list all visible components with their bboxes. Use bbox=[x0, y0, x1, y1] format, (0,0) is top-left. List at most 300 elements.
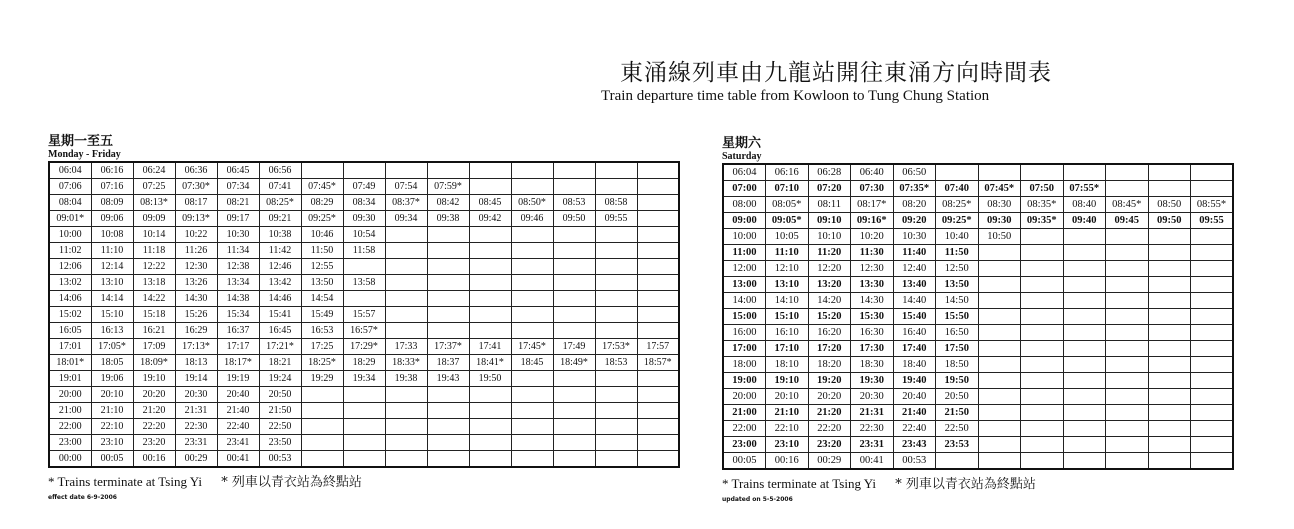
time-cell bbox=[469, 419, 511, 435]
table-row bbox=[723, 357, 1233, 373]
time-cell bbox=[978, 453, 1021, 470]
time-cell bbox=[978, 245, 1021, 261]
table-row bbox=[49, 403, 679, 419]
time-cell bbox=[595, 179, 637, 195]
time-cell: 17:25 bbox=[301, 339, 343, 355]
time-cell: 19:14 bbox=[175, 371, 217, 387]
time-cell: 20:30 bbox=[175, 387, 217, 403]
time-cell: 07:34 bbox=[217, 179, 259, 195]
time-cell bbox=[637, 387, 679, 403]
time-cell bbox=[301, 435, 343, 451]
time-cell: 06:24 bbox=[133, 162, 175, 179]
time-cell: 09:55 bbox=[1191, 213, 1234, 229]
time-cell: 14:30 bbox=[851, 293, 894, 309]
time-cell bbox=[1148, 421, 1191, 437]
weekday-effect-date: effect date 6-9-2006 bbox=[48, 494, 117, 501]
time-cell: 22:00 bbox=[723, 421, 766, 437]
time-cell: 23:10 bbox=[91, 435, 133, 451]
time-cell: 09:30 bbox=[978, 213, 1021, 229]
time-cell: 07:06 bbox=[49, 179, 91, 195]
time-cell: 18:30 bbox=[851, 357, 894, 373]
time-cell bbox=[469, 307, 511, 323]
time-cell: 09:00 bbox=[723, 213, 766, 229]
page-title-zh: 東涌線列車由九龍站開往東涌方向時間表 bbox=[620, 60, 1052, 86]
time-cell: 17:57 bbox=[637, 339, 679, 355]
weekday-footnote-en: * Trains terminate at Tsing Yi bbox=[48, 474, 203, 489]
time-cell: 15:30 bbox=[851, 309, 894, 325]
time-cell: 14:54 bbox=[301, 291, 343, 307]
time-cell: 23:31 bbox=[175, 435, 217, 451]
time-cell: 17:30 bbox=[851, 341, 894, 357]
time-cell bbox=[637, 403, 679, 419]
weekday-panel bbox=[48, 134, 680, 501]
time-cell bbox=[1021, 229, 1064, 245]
time-cell bbox=[1106, 341, 1149, 357]
time-cell: 18:49* bbox=[553, 355, 595, 371]
time-cell bbox=[511, 227, 553, 243]
time-cell bbox=[637, 291, 679, 307]
time-cell: 10:05 bbox=[766, 229, 809, 245]
time-cell: 23:53 bbox=[936, 437, 979, 453]
time-cell bbox=[469, 275, 511, 291]
time-cell: 07:45* bbox=[301, 179, 343, 195]
saturday-footnote-en: * Trains terminate at Tsing Yi bbox=[722, 476, 877, 491]
time-cell: 23:10 bbox=[766, 437, 809, 453]
time-cell: 21:31 bbox=[851, 405, 894, 421]
time-cell: 09:09 bbox=[133, 211, 175, 227]
time-cell bbox=[1063, 325, 1106, 341]
time-cell: 09:10 bbox=[808, 213, 851, 229]
time-cell bbox=[1191, 421, 1234, 437]
time-cell: 22:20 bbox=[133, 419, 175, 435]
time-cell bbox=[1063, 277, 1106, 293]
time-cell: 00:16 bbox=[133, 451, 175, 468]
time-cell bbox=[1148, 325, 1191, 341]
table-row bbox=[723, 181, 1233, 197]
time-cell: 11:34 bbox=[217, 243, 259, 259]
time-cell: 16:10 bbox=[766, 325, 809, 341]
time-cell: 09:35* bbox=[1021, 213, 1064, 229]
time-cell: 12:00 bbox=[723, 261, 766, 277]
table-row bbox=[723, 405, 1233, 421]
table-row bbox=[723, 453, 1233, 470]
time-cell: 20:50 bbox=[936, 389, 979, 405]
table-row bbox=[723, 261, 1233, 277]
time-cell: 06:16 bbox=[766, 164, 809, 181]
time-cell: 14:20 bbox=[808, 293, 851, 309]
time-cell: 11:50 bbox=[936, 245, 979, 261]
time-cell: 06:45 bbox=[217, 162, 259, 179]
time-cell bbox=[469, 179, 511, 195]
time-cell: 08:45 bbox=[469, 195, 511, 211]
time-cell: 09:25* bbox=[936, 213, 979, 229]
time-cell: 10:30 bbox=[893, 229, 936, 245]
time-cell: 23:41 bbox=[217, 435, 259, 451]
time-cell: 17:33 bbox=[385, 339, 427, 355]
time-cell: 08:13* bbox=[133, 195, 175, 211]
table-row bbox=[49, 291, 679, 307]
time-cell: 12:10 bbox=[766, 261, 809, 277]
time-cell: 10:30 bbox=[217, 227, 259, 243]
time-cell bbox=[1148, 373, 1191, 389]
time-cell: 19:00 bbox=[723, 373, 766, 389]
time-cell: 07:35* bbox=[893, 181, 936, 197]
time-cell: 16:40 bbox=[893, 325, 936, 341]
time-cell: 14:46 bbox=[259, 291, 301, 307]
time-cell bbox=[553, 275, 595, 291]
time-cell bbox=[511, 179, 553, 195]
time-cell bbox=[1106, 309, 1149, 325]
time-cell: 13:20 bbox=[808, 277, 851, 293]
time-cell bbox=[1191, 373, 1234, 389]
saturday-footnote bbox=[722, 473, 1234, 492]
time-cell: 23:00 bbox=[723, 437, 766, 453]
time-cell bbox=[511, 307, 553, 323]
time-cell bbox=[1191, 181, 1234, 197]
time-cell: 17:50 bbox=[936, 341, 979, 357]
time-cell bbox=[978, 277, 1021, 293]
time-cell bbox=[1148, 453, 1191, 470]
table-row bbox=[723, 421, 1233, 437]
time-cell bbox=[511, 403, 553, 419]
time-cell: 07:10 bbox=[766, 181, 809, 197]
table-row bbox=[49, 355, 679, 371]
time-cell: 00:29 bbox=[808, 453, 851, 470]
time-cell bbox=[595, 371, 637, 387]
time-cell bbox=[1106, 181, 1149, 197]
time-cell: 08:05* bbox=[766, 197, 809, 213]
time-cell: 16:30 bbox=[851, 325, 894, 341]
time-cell: 11:58 bbox=[343, 243, 385, 259]
time-cell: 22:30 bbox=[175, 419, 217, 435]
time-cell: 12:14 bbox=[91, 259, 133, 275]
time-cell: 19:30 bbox=[851, 373, 894, 389]
time-cell: 17:17 bbox=[217, 339, 259, 355]
time-cell: 08:40 bbox=[1063, 197, 1106, 213]
time-cell: 18:45 bbox=[511, 355, 553, 371]
time-cell: 13:40 bbox=[893, 277, 936, 293]
time-cell: 16:50 bbox=[936, 325, 979, 341]
time-cell: 19:50 bbox=[469, 371, 511, 387]
time-cell bbox=[385, 403, 427, 419]
time-cell bbox=[1148, 405, 1191, 421]
time-cell bbox=[1021, 389, 1064, 405]
time-cell: 17:37* bbox=[427, 339, 469, 355]
time-cell bbox=[427, 435, 469, 451]
time-cell bbox=[637, 419, 679, 435]
table-row bbox=[723, 341, 1233, 357]
time-cell: 09:50 bbox=[1148, 213, 1191, 229]
time-cell bbox=[1063, 261, 1106, 277]
time-cell: 11:40 bbox=[893, 245, 936, 261]
time-cell bbox=[978, 325, 1021, 341]
time-cell bbox=[978, 341, 1021, 357]
time-cell: 20:20 bbox=[133, 387, 175, 403]
time-cell bbox=[343, 435, 385, 451]
time-cell: 12:30 bbox=[851, 261, 894, 277]
time-cell: 00:29 bbox=[175, 451, 217, 468]
time-cell bbox=[427, 259, 469, 275]
time-cell bbox=[385, 323, 427, 339]
saturday-effect-date: updated on 5-5-2006 bbox=[722, 496, 793, 503]
time-cell: 06:56 bbox=[259, 162, 301, 179]
time-cell bbox=[1148, 164, 1191, 181]
time-cell: 20:20 bbox=[808, 389, 851, 405]
time-cell bbox=[595, 275, 637, 291]
time-cell: 21:10 bbox=[91, 403, 133, 419]
time-cell: 10:38 bbox=[259, 227, 301, 243]
time-cell: 07:50 bbox=[1021, 181, 1064, 197]
time-cell bbox=[1063, 373, 1106, 389]
table-row bbox=[723, 164, 1233, 181]
time-cell: 07:59* bbox=[427, 179, 469, 195]
time-cell: 23:31 bbox=[851, 437, 894, 453]
time-cell: 15:34 bbox=[217, 307, 259, 323]
table-row bbox=[49, 243, 679, 259]
time-cell bbox=[427, 387, 469, 403]
time-cell bbox=[978, 389, 1021, 405]
time-cell bbox=[469, 227, 511, 243]
time-cell bbox=[1021, 164, 1064, 181]
time-cell bbox=[301, 387, 343, 403]
time-cell: 12:06 bbox=[49, 259, 91, 275]
time-cell bbox=[1106, 293, 1149, 309]
time-cell bbox=[595, 387, 637, 403]
time-cell: 08:45* bbox=[1106, 197, 1149, 213]
time-cell bbox=[595, 291, 637, 307]
time-cell: 10:10 bbox=[808, 229, 851, 245]
weekday-label-en: Monday - Friday bbox=[48, 149, 121, 160]
time-cell: 19:50 bbox=[936, 373, 979, 389]
time-cell: 07:30* bbox=[175, 179, 217, 195]
time-cell bbox=[595, 259, 637, 275]
time-cell bbox=[1191, 357, 1234, 373]
time-cell bbox=[978, 261, 1021, 277]
time-cell: 17:40 bbox=[893, 341, 936, 357]
time-cell bbox=[385, 435, 427, 451]
time-cell bbox=[1021, 293, 1064, 309]
time-cell: 15:57 bbox=[343, 307, 385, 323]
time-cell bbox=[1063, 357, 1106, 373]
time-cell: 10:14 bbox=[133, 227, 175, 243]
time-cell bbox=[553, 291, 595, 307]
time-cell: 18:21 bbox=[259, 355, 301, 371]
time-cell: 07:55* bbox=[1063, 181, 1106, 197]
time-cell bbox=[1191, 437, 1234, 453]
time-cell: 16:37 bbox=[217, 323, 259, 339]
time-cell bbox=[469, 387, 511, 403]
time-cell: 11:26 bbox=[175, 243, 217, 259]
time-cell bbox=[427, 403, 469, 419]
time-cell: 16:00 bbox=[723, 325, 766, 341]
time-cell: 10:08 bbox=[91, 227, 133, 243]
time-cell: 09:50 bbox=[553, 211, 595, 227]
time-cell: 23:20 bbox=[808, 437, 851, 453]
time-cell bbox=[469, 403, 511, 419]
time-cell bbox=[511, 275, 553, 291]
time-cell: 15:50 bbox=[936, 309, 979, 325]
time-cell bbox=[469, 451, 511, 468]
time-cell: 00:53 bbox=[893, 453, 936, 470]
time-cell: 06:04 bbox=[723, 164, 766, 181]
time-cell bbox=[978, 309, 1021, 325]
page-title-en: Train departure time table from Kowloon to Tung Chung Station bbox=[601, 88, 990, 104]
time-cell: 07:40 bbox=[936, 181, 979, 197]
time-cell: 21:40 bbox=[893, 405, 936, 421]
time-cell: 18:57* bbox=[637, 355, 679, 371]
time-cell: 08:20 bbox=[893, 197, 936, 213]
time-cell: 08:00 bbox=[723, 197, 766, 213]
time-cell bbox=[978, 373, 1021, 389]
time-cell bbox=[1106, 405, 1149, 421]
time-cell: 07:00 bbox=[723, 181, 766, 197]
table-row bbox=[49, 339, 679, 355]
saturday-footnote-zh: * 列車以青衣站為終點站 bbox=[895, 477, 1036, 492]
time-cell: 16:13 bbox=[91, 323, 133, 339]
table-row bbox=[49, 211, 679, 227]
table-row bbox=[49, 195, 679, 211]
time-cell: 08:37* bbox=[385, 195, 427, 211]
time-cell bbox=[427, 419, 469, 435]
time-cell: 09:55 bbox=[595, 211, 637, 227]
time-cell: 11:30 bbox=[851, 245, 894, 261]
time-cell bbox=[553, 403, 595, 419]
table-row bbox=[723, 277, 1233, 293]
time-cell bbox=[343, 451, 385, 468]
weekday-label-zh: 星期一至五 bbox=[48, 134, 114, 149]
time-cell bbox=[385, 243, 427, 259]
time-cell bbox=[511, 451, 553, 468]
time-cell: 15:41 bbox=[259, 307, 301, 323]
time-cell: 09:25* bbox=[301, 211, 343, 227]
time-cell bbox=[553, 435, 595, 451]
time-cell bbox=[553, 451, 595, 468]
time-cell bbox=[553, 387, 595, 403]
time-cell: 15:20 bbox=[808, 309, 851, 325]
time-cell: 11:00 bbox=[723, 245, 766, 261]
time-cell bbox=[1191, 261, 1234, 277]
time-cell: 14:00 bbox=[723, 293, 766, 309]
time-cell: 23:20 bbox=[133, 435, 175, 451]
time-cell: 23:43 bbox=[893, 437, 936, 453]
time-cell bbox=[978, 357, 1021, 373]
time-cell: 08:42 bbox=[427, 195, 469, 211]
time-cell bbox=[427, 227, 469, 243]
time-cell bbox=[553, 179, 595, 195]
time-cell: 17:20 bbox=[808, 341, 851, 357]
time-cell: 15:26 bbox=[175, 307, 217, 323]
time-cell: 17:49 bbox=[553, 339, 595, 355]
table-row bbox=[49, 179, 679, 195]
time-cell: 10:40 bbox=[936, 229, 979, 245]
table-row bbox=[723, 293, 1233, 309]
time-cell: 11:20 bbox=[808, 245, 851, 261]
time-cell: 13:50 bbox=[301, 275, 343, 291]
time-cell bbox=[1106, 421, 1149, 437]
time-cell: 09:05* bbox=[766, 213, 809, 229]
time-cell bbox=[553, 307, 595, 323]
time-cell bbox=[978, 293, 1021, 309]
time-cell bbox=[1148, 309, 1191, 325]
time-cell: 20:40 bbox=[893, 389, 936, 405]
time-cell bbox=[1106, 453, 1149, 470]
time-cell: 07:25 bbox=[133, 179, 175, 195]
time-cell bbox=[469, 291, 511, 307]
time-cell: 08:30 bbox=[978, 197, 1021, 213]
time-cell bbox=[595, 307, 637, 323]
weekday-footnote-zh: * 列車以青衣站為終點站 bbox=[221, 475, 362, 490]
time-cell bbox=[637, 323, 679, 339]
time-cell bbox=[1148, 245, 1191, 261]
time-cell bbox=[595, 227, 637, 243]
time-cell: 16:45 bbox=[259, 323, 301, 339]
time-cell: 12:38 bbox=[217, 259, 259, 275]
time-cell bbox=[1106, 164, 1149, 181]
time-cell: 13:26 bbox=[175, 275, 217, 291]
time-cell: 07:54 bbox=[385, 179, 427, 195]
time-cell bbox=[385, 162, 427, 179]
time-cell: 14:50 bbox=[936, 293, 979, 309]
time-cell: 22:40 bbox=[893, 421, 936, 437]
table-row bbox=[49, 162, 679, 179]
time-cell bbox=[1063, 437, 1106, 453]
time-cell bbox=[1021, 405, 1064, 421]
time-cell bbox=[511, 259, 553, 275]
time-cell: 13:10 bbox=[91, 275, 133, 291]
time-cell: 09:17 bbox=[217, 211, 259, 227]
time-cell: 13:10 bbox=[766, 277, 809, 293]
time-cell: 09:45 bbox=[1106, 213, 1149, 229]
time-cell bbox=[1106, 229, 1149, 245]
time-cell bbox=[427, 451, 469, 468]
time-cell bbox=[1021, 261, 1064, 277]
time-cell: 09:13* bbox=[175, 211, 217, 227]
time-cell bbox=[595, 435, 637, 451]
time-cell: 10:54 bbox=[343, 227, 385, 243]
time-cell bbox=[511, 387, 553, 403]
time-cell bbox=[553, 371, 595, 387]
weekday-timetable bbox=[48, 161, 680, 468]
time-cell: 13:00 bbox=[723, 277, 766, 293]
time-cell bbox=[301, 162, 343, 179]
time-cell: 07:16 bbox=[91, 179, 133, 195]
table-row bbox=[49, 307, 679, 323]
time-cell: 18:05 bbox=[91, 355, 133, 371]
time-cell bbox=[595, 323, 637, 339]
time-cell bbox=[343, 259, 385, 275]
time-cell: 18:00 bbox=[723, 357, 766, 373]
time-cell bbox=[637, 195, 679, 211]
time-cell: 08:55* bbox=[1191, 197, 1234, 213]
time-cell bbox=[385, 451, 427, 468]
time-cell: 16:53 bbox=[301, 323, 343, 339]
time-cell: 14:22 bbox=[133, 291, 175, 307]
time-cell bbox=[343, 419, 385, 435]
time-cell: 00:05 bbox=[91, 451, 133, 468]
table-row bbox=[723, 309, 1233, 325]
time-cell: 17:53* bbox=[595, 339, 637, 355]
time-cell bbox=[1148, 261, 1191, 277]
time-cell: 18:25* bbox=[301, 355, 343, 371]
time-cell bbox=[1191, 341, 1234, 357]
time-cell bbox=[385, 275, 427, 291]
time-cell: 21:31 bbox=[175, 403, 217, 419]
time-cell bbox=[1191, 293, 1234, 309]
time-cell: 12:20 bbox=[808, 261, 851, 277]
time-cell: 21:00 bbox=[723, 405, 766, 421]
time-cell bbox=[637, 307, 679, 323]
time-cell bbox=[1191, 389, 1234, 405]
